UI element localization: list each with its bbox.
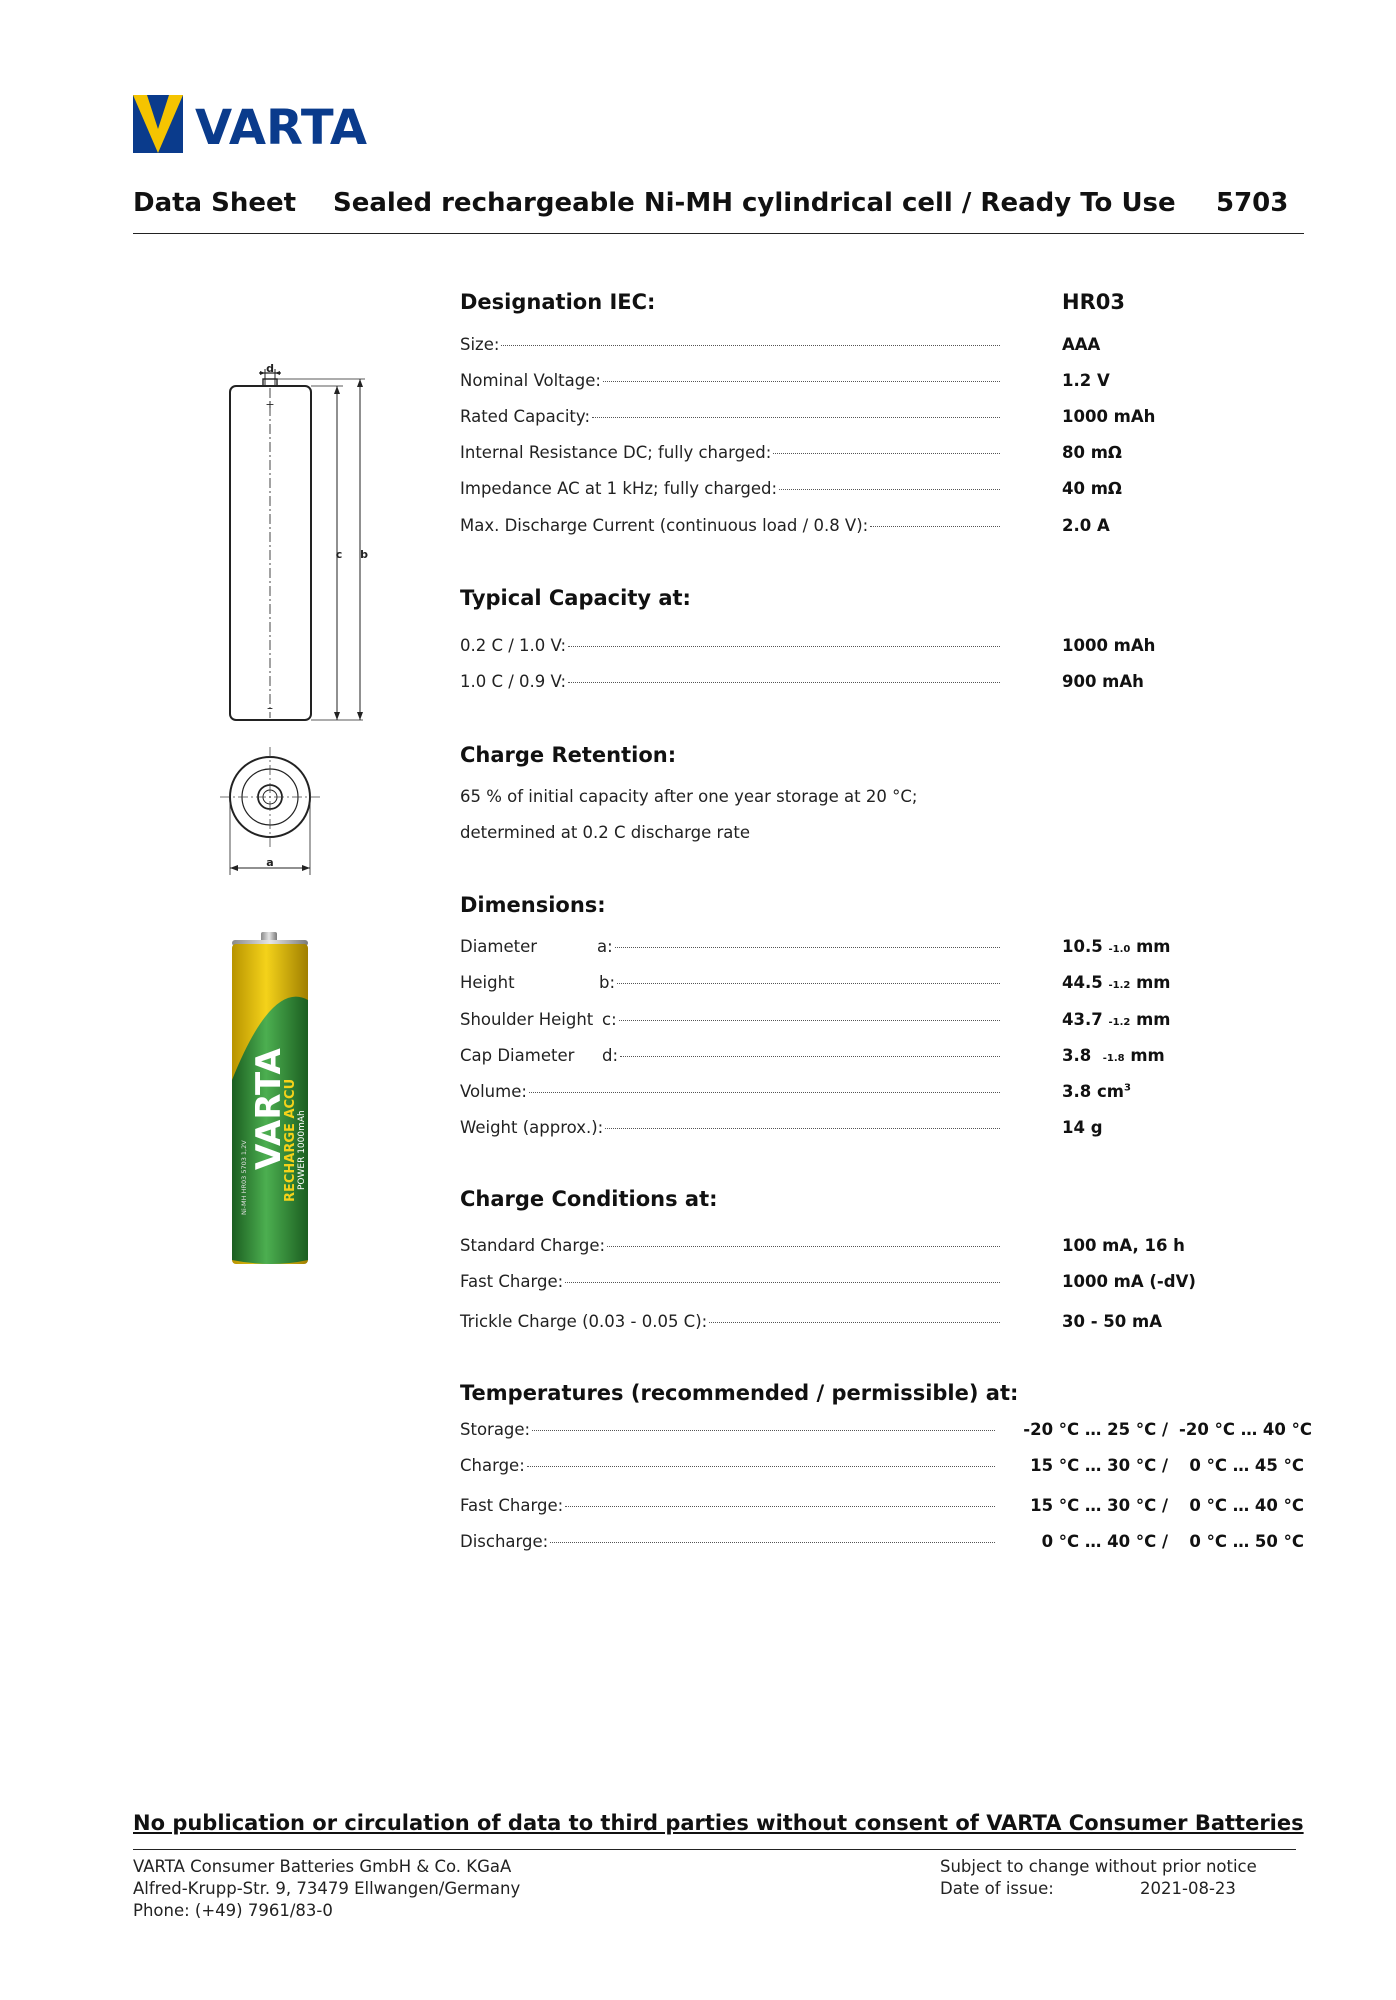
temp-recommended: -20 °C … 25 °C / — [1023, 1420, 1168, 1439]
dimension-value: 3.8 -1.8 mm — [1062, 1046, 1165, 1065]
spec-label: Max. Discharge Current (continuous load / 0.8 V): — [460, 516, 869, 535]
spec-row — [460, 1236, 1000, 1258]
spec-row — [460, 443, 1000, 465]
spec-label: Standard Charge: — [460, 1236, 606, 1255]
product-number: 5703 — [1216, 188, 1289, 218]
temp-label: Fast Charge: — [460, 1496, 564, 1515]
typical-capacity-title: Typical Capacity at: — [460, 586, 691, 610]
photo-brand: VARTA — [249, 1048, 289, 1170]
dim-label-c: c — [335, 548, 343, 561]
temp-row — [460, 1532, 995, 1554]
spec-row — [460, 1272, 1000, 1294]
spec-value: 1000 mAh — [1062, 636, 1156, 655]
issue-date-label: Date of issue: — [940, 1879, 1054, 1898]
temp-permissible: 0 °C … 45 °C — [1189, 1456, 1304, 1475]
dimension-row — [460, 973, 1000, 995]
issue-date-value: 2021-08-23 — [1140, 1879, 1236, 1898]
photo-line1: RECHARGE ACCU — [283, 1078, 298, 1202]
weight-value: 14 g — [1062, 1118, 1103, 1137]
temp-label: Charge: — [460, 1456, 525, 1475]
dimension-label: Shoulder Height — [460, 1010, 594, 1029]
dimension-key: b: — [599, 973, 616, 992]
temp-recommended: 0 °C … 40 °C / — [1041, 1532, 1168, 1551]
spec-value: AAA — [1062, 335, 1101, 354]
dimension-row — [460, 1010, 1000, 1032]
dim-label-a: a — [266, 856, 274, 869]
dimension-value: 10.5 -1.0 mm — [1062, 937, 1171, 956]
doc-type: Data Sheet — [133, 188, 297, 218]
temp-row — [460, 1496, 995, 1518]
spec-label: Trickle Charge (0.03 - 0.05 C): — [460, 1312, 708, 1331]
dimension-key: d: — [602, 1046, 619, 1065]
varta-logo — [133, 95, 403, 155]
dimension-value: 44.5 -1.2 mm — [1062, 973, 1171, 992]
spec-row — [460, 371, 1000, 393]
dimension-label: Cap Diameter — [460, 1046, 575, 1065]
spec-value: 1000 mAh — [1062, 407, 1156, 426]
spec-row — [460, 1312, 1000, 1334]
dimension-row — [460, 937, 1000, 959]
spec-label: Rated Capacity: — [460, 407, 591, 426]
header-divider — [133, 233, 1304, 234]
temp-permissible: 0 °C … 40 °C — [1189, 1496, 1304, 1515]
company-address: Alfred-Krupp-Str. 9, 73479 Ellwangen/Germany — [133, 1879, 521, 1898]
spec-row — [460, 636, 1000, 658]
spec-value: 80 mΩ — [1062, 443, 1122, 462]
dimension-key: a: — [597, 937, 613, 956]
dimension-label: Height — [460, 973, 515, 992]
temp-row — [460, 1420, 995, 1442]
retention-line-2: determined at 0.2 C discharge rate — [460, 823, 750, 842]
dimension-key: c: — [602, 1010, 617, 1029]
temp-recommended: 15 °C … 30 °C / — [1030, 1456, 1168, 1475]
designation-value: HR03 — [1062, 290, 1125, 314]
spec-row — [460, 672, 1000, 694]
dimensions-title: Dimensions: — [460, 893, 606, 917]
charge-retention-title: Charge Retention: — [460, 743, 677, 767]
charge-conditions-title: Charge Conditions at: — [460, 1187, 718, 1211]
plus-label: + — [265, 398, 275, 411]
volume-value: 3.8 $cm^3$ — [1062, 1082, 1131, 1101]
temperatures-title: Temperatures (recommended / permissible) at: — [460, 1381, 1019, 1405]
spec-value: 2.0 A — [1062, 516, 1110, 535]
spec-value: 40 mΩ — [1062, 479, 1122, 498]
minus-label: – — [267, 701, 273, 715]
designation-title: Designation IEC: — [460, 290, 656, 314]
retention-line-1: 65 % of initial capacity after one year storage at 20 °C; — [460, 787, 918, 806]
spec-row — [460, 1118, 1000, 1140]
spec-label: Internal Resistance DC; fully charged: — [460, 443, 772, 462]
spec-label: Impedance AC at 1 kHz; fully charged: — [460, 479, 778, 498]
spec-value: 100 mA, 16 h — [1062, 1236, 1185, 1255]
spec-label: Size: — [460, 335, 500, 354]
dimension-value: 43.7 -1.2 mm — [1062, 1010, 1171, 1029]
spec-row — [460, 335, 1000, 357]
dim-label-b: b — [360, 548, 368, 561]
confidentiality-notice: No publication or circulation of data to third parties without consent of VARTA Consumer Batteries — [133, 1811, 1304, 1835]
spec-value: 1.2 V — [1062, 371, 1110, 390]
change-notice: Subject to change without prior notice — [940, 1857, 1257, 1876]
page-title: Sealed rechargeable Ni-MH cylindrical cell / Ready To Use — [333, 188, 1176, 218]
spec-label: Nominal Voltage: — [460, 371, 601, 390]
spec-row — [460, 1082, 1000, 1104]
spec-label: 1.0 C / 0.9 V: — [460, 672, 567, 691]
spec-value: 30 - 50 mA — [1062, 1312, 1162, 1331]
temp-row — [460, 1456, 995, 1478]
battery-photo — [228, 930, 316, 1270]
spec-value: 900 mAh — [1062, 672, 1144, 691]
company-name: VARTA Consumer Batteries GmbH & Co. KGaA — [133, 1857, 512, 1876]
spec-label: Volume: — [460, 1082, 527, 1101]
spec-label: 0.2 C / 1.0 V: — [460, 636, 567, 655]
dimension-label: Diameter — [460, 937, 538, 956]
dimension-row — [460, 1046, 1000, 1068]
spec-row — [460, 479, 1000, 501]
cell-drawing — [215, 360, 375, 880]
spec-label: Fast Charge: — [460, 1272, 564, 1291]
temp-label: Storage: — [460, 1420, 531, 1439]
temp-label: Discharge: — [460, 1532, 549, 1551]
photo-line3: Ni-MH HR03 5703 1,2V — [240, 1140, 248, 1215]
photo-line2: POWER 1000mAh — [297, 1110, 307, 1190]
spec-row — [460, 516, 1000, 538]
temp-permissible: -20 °C … 40 °C — [1179, 1420, 1312, 1439]
dim-label-d: d — [266, 362, 274, 375]
spec-value: 1000 mA (-dV) — [1062, 1272, 1196, 1291]
spec-row — [460, 407, 1000, 429]
company-phone: Phone: (+49) 7961/83-0 — [133, 1901, 333, 1920]
temp-recommended: 15 °C … 30 °C / — [1030, 1496, 1168, 1515]
spec-label: Weight (approx.): — [460, 1118, 604, 1137]
temp-permissible: 0 °C … 50 °C — [1189, 1532, 1304, 1551]
logo-text: VARTA — [195, 100, 368, 155]
footer-divider — [133, 1849, 1296, 1850]
